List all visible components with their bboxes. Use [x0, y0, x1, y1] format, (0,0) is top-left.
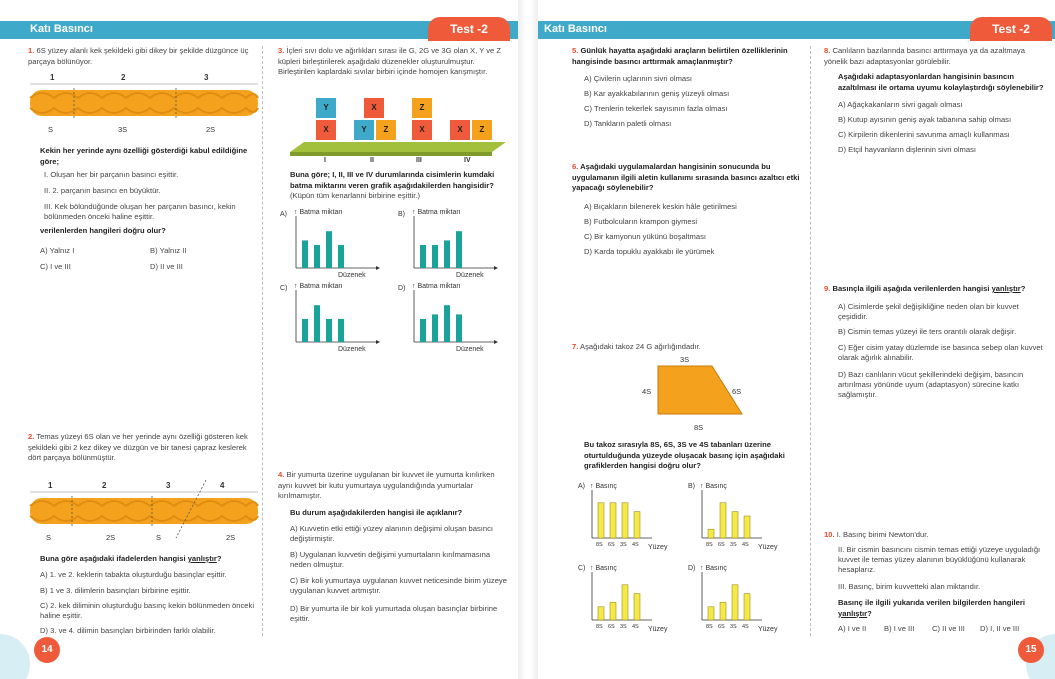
answer-option-d[interactable]: D) 3. ve 4. dilimin basınçları birbirinden farklı olabilir. — [40, 626, 216, 635]
graph-option-label: C) — [578, 565, 586, 572]
question-number: 3. — [278, 46, 285, 55]
graph-xlabel: Düzenek — [456, 346, 484, 353]
q7-graph-2 — [578, 565, 668, 633]
answer-option-d[interactable]: D) Tankların paletli olması — [584, 119, 672, 128]
graph-x-arrow — [376, 340, 380, 344]
area-label: S — [46, 533, 52, 542]
bar — [432, 245, 438, 268]
question-5-text: 5. Günlük hayatta aşağıdaki araçların belirtilen özelliklerinin hangisinde basıncı arttırmak amaçlanmıştır? — [572, 46, 788, 66]
area-label: S — [48, 125, 54, 134]
area-label: 2S — [106, 533, 116, 542]
q7-graph-options — [578, 478, 810, 638]
cube-y: Y — [354, 120, 374, 140]
answer-option-c[interactable]: C) Kirpilerin dikenlerini savunma amaçlı kullanması — [838, 130, 1010, 139]
graph-xlabel: Yüzey — [648, 626, 668, 633]
answer-option-a[interactable]: A) I ve II — [838, 624, 867, 633]
bar — [420, 319, 426, 342]
graph-xlabel: Yüzey — [648, 544, 668, 551]
answer-option-b[interactable]: B) Uygulanan kuvvetin değişimi yumurtaların kırılmamasına neden olmuştur. — [290, 550, 491, 569]
bar — [634, 512, 640, 538]
bar — [634, 594, 640, 620]
column-divider — [262, 46, 263, 636]
graph-ylabel: ↑ Batma miktarı — [294, 283, 343, 290]
bar — [444, 240, 450, 268]
answer-option-a[interactable]: A) Bıçakların bilenerek keskin hâle getirilmesi — [584, 202, 737, 211]
test-tab: Test -2 — [970, 17, 1052, 41]
question-number: 4. — [278, 470, 285, 479]
question-1-text: 1. 6S yüzey alanlı kek şekildeki gibi dikey bir şekilde düzgünce üç parçaya bölünüyor. — [28, 46, 249, 66]
question-3-prompt: Buna göre; I, II, III ve IV durumlarında cisimlerin kumdaki batma miktarını veren grafik aşağıdakilerden hangisidir? (Küpün tüm kenarlanni birbirine eşittir.) — [290, 170, 495, 201]
tick-label: 4S — [742, 542, 749, 548]
graph-ylabel: ↑ Batma miktarı — [412, 283, 461, 290]
tick-label: 4S — [632, 624, 639, 630]
question-number: 9. — [824, 284, 831, 293]
question-7-prompt: Bu takoz sırasıyla 8S, 6S, 3S ve 4S tabanları üzerine oturtulduğunda yüzeyde oluşacak basınç için aşağıdaki grafiklerden hangisi doğru olur? — [584, 440, 785, 471]
answer-option-b[interactable]: B) Kutup ayısının geniş ayak tabanına sahip olması — [838, 115, 1012, 124]
question-2-text: 2. Temas yüzeyi 6S olan ve her yerinde aynı özelliği gösteren kek şekildeki gibi 2 kez dikey ve düzgün ve bir tanesi çapraz keslerek dört parçaya bölünmüştür. — [28, 432, 248, 463]
graph-ylabel: ↑ Basınç — [700, 565, 727, 572]
bar — [302, 319, 308, 342]
column-divider — [810, 46, 811, 636]
question-10-prompt: Basınç ile ilgili yukarıda verilen bilgilerden hangileri yanlıştır? — [838, 598, 1025, 618]
bar — [302, 240, 308, 268]
q3-graph-options — [280, 206, 514, 356]
setup-label: II — [370, 157, 374, 162]
question-number: 7. — [572, 342, 579, 351]
question-9-text: 9. Basınçla ilgili aşağıda verilenlerden hangisi yanlıştır? — [824, 284, 1026, 293]
answer-option-c[interactable]: C) Bir kamyonun yükünü boşaltması — [584, 232, 706, 241]
bar — [338, 245, 344, 268]
statement: I. Oluşan her bir parçanın basıncı eşittir. — [44, 170, 179, 179]
question-1-ask: verilenlerden hangileri doğru olur? — [40, 226, 166, 235]
tick-label: 6S — [718, 624, 725, 630]
header-title: Katı Basıncı — [30, 23, 93, 35]
setup-labels — [290, 90, 506, 162]
graph-option-label: B) — [688, 483, 695, 490]
answer-option-c[interactable]: C) Trenlerin tekerlek sayısının fazla olması — [584, 104, 728, 113]
question-number: 1. — [28, 46, 35, 55]
question-4-prompt: Bu durum aşağıdakilerden hangisi ile açıklanır? — [290, 508, 463, 517]
graph-option-label: D) — [688, 565, 696, 572]
answer-option-d[interactable]: D) I, II ve III — [980, 624, 1020, 633]
q7-graph-3 — [688, 565, 778, 633]
graph-xlabel: Düzenek — [338, 346, 366, 353]
q3-graph-0 — [280, 209, 380, 279]
answer-option-d[interactable]: D) Bir yumurta ile bir koli yumurtada oluşan basınçlar birbirine eşittir. — [290, 604, 498, 623]
bar — [732, 512, 738, 538]
piece-label: 3 — [166, 481, 171, 490]
q3-graph-3 — [398, 283, 498, 353]
piece-label: 2 — [102, 481, 107, 490]
tick-label: 4S — [742, 624, 749, 630]
piece-label: 2 — [121, 73, 126, 82]
q3-graph-1 — [398, 209, 498, 279]
graph-option-label: A) — [280, 211, 287, 218]
bar — [432, 314, 438, 342]
tick-label: 8S — [596, 624, 603, 630]
cake-body — [30, 88, 258, 118]
area-label: S — [156, 533, 162, 542]
question-number: 6. — [572, 162, 579, 171]
q7-graph-1 — [688, 483, 778, 551]
bar — [444, 305, 450, 342]
tick-label: 8S — [596, 542, 603, 548]
graph-ylabel: ↑ Batma miktarı — [294, 209, 343, 216]
cube-y: Y — [316, 98, 336, 118]
bar — [744, 594, 750, 620]
bar — [598, 607, 604, 620]
question-number: 8. — [824, 46, 831, 55]
cake-figure-1 — [26, 68, 262, 138]
tick-label: 3S — [620, 624, 627, 630]
bar — [732, 585, 738, 620]
graph-option-label: D) — [398, 285, 406, 292]
block-label-bottom: 8S — [694, 423, 704, 432]
test-tab: Test -2 — [428, 17, 510, 41]
question-6-text: 6. Aşağıdaki uygulamalardan hangisinin sonucunda bu uygulamanın ilgili aletin kullanımı sırasında basıncı azaltıcı etki yapacağı söylenebilir? — [572, 162, 800, 193]
statement: III. Kek bölündüğünde oluşan her parçanın basıncı, kekin bölünmeden önceki haline eşittir. — [44, 202, 236, 221]
graph-ylabel: ↑ Basınç — [700, 483, 727, 490]
graph-xlabel: Yüzey — [758, 626, 778, 633]
tick-label: 8S — [706, 542, 713, 548]
cube-x: X — [364, 98, 384, 118]
answer-option-b[interactable]: B) Kar ayakkabılarının geniş yüzeyli olması — [584, 89, 730, 98]
cube-z: Z — [412, 98, 432, 118]
piece-label: 1 — [50, 73, 55, 82]
statement: II. 2. parçanın basıncı en büyüktür. — [44, 186, 161, 195]
bar — [598, 503, 604, 538]
tick-label: 3S — [620, 542, 627, 548]
graph-x-arrow — [376, 266, 380, 270]
answer-option-d[interactable]: D) Bazı canlıların vücut şekillerindeki değişim, basıncın artırılması yönünde uyum (adaptasyon) sürecine katkı sağlamıştır. — [838, 370, 1024, 399]
wooden-block-figure — [638, 350, 758, 434]
q7-graph-0 — [578, 483, 668, 551]
question-7-text: 7. Aşağıdaki takoz 24 G ağırlığındadır. — [572, 342, 701, 351]
question-10-text: 10. I. Basınç birimi Newton'dur. — [824, 530, 929, 539]
bar — [720, 602, 726, 620]
bar — [610, 503, 616, 538]
area-label: 2S — [206, 125, 216, 134]
tick-label: 4S — [632, 542, 639, 548]
answer-option-c[interactable]: C) II ve III — [932, 624, 965, 633]
bar — [744, 516, 750, 538]
graph-xlabel: Düzenek — [338, 272, 366, 279]
answer-option-c[interactable]: C) Eğer cisim yatay düzlemde ise basınca sebep olan kuvvet olarak ağırlık alınabilir. — [838, 343, 1043, 362]
tick-label: 8S — [706, 624, 713, 630]
cube-x: X — [412, 120, 432, 140]
area-label: 2S — [226, 533, 236, 542]
setup-label: IV — [464, 157, 471, 162]
block-label-left: 4S — [642, 387, 652, 396]
graph-ylabel: ↑ Basınç — [590, 483, 617, 490]
book-gutter — [518, 0, 538, 679]
graph-x-arrow — [494, 340, 498, 344]
question-number: 5. — [572, 46, 579, 55]
bar — [456, 314, 462, 342]
bar — [610, 602, 616, 620]
bar — [314, 305, 320, 342]
question-8-prompt: Aşağıdaki adaptasyonlardan hangisinin basıncın azaltılması ile ortama uyumu kolaylaştırdığı söylenebilir? — [838, 72, 1044, 92]
bar — [326, 231, 332, 268]
cube-z: Z — [472, 120, 492, 140]
bar — [708, 529, 714, 538]
answer-option-c[interactable]: C) 2. kek diliminin oluşturduğu basınç kekin bölünmeden önceki haline eşittir. — [40, 601, 255, 620]
left-page — [0, 0, 518, 679]
setup-label: III — [416, 157, 422, 162]
setup-label: I — [324, 157, 326, 162]
answer-option-d[interactable]: D) Etçil hayvanların dişlerinin sivri olması — [838, 145, 976, 154]
cube-z: Z — [376, 120, 396, 140]
answer-option-d[interactable]: D) Karda topuklu ayakkabı ile yürümek — [584, 247, 715, 256]
cube-x: X — [316, 120, 336, 140]
answer-option-b[interactable]: B) Futbolcuların krampon giymesi — [584, 217, 698, 226]
answer-option-c[interactable]: C) I ve III — [40, 262, 71, 271]
answer-option-b[interactable]: B) I ve III — [884, 624, 915, 633]
answer-option-b[interactable]: B) Yalnız II — [150, 246, 187, 255]
piece-label: 4 — [220, 481, 225, 490]
answer-option-a[interactable]: A) 1. ve 2. keklerin tabakta oluşturduğu basınçlar eşittir. — [40, 570, 227, 579]
graph-x-arrow — [494, 266, 498, 270]
cube-setups-figure — [290, 90, 506, 162]
corner-decoration — [0, 634, 30, 679]
bar — [708, 607, 714, 620]
question-4-text: 4. Bir yumurta üzerine uygulanan bir kuvvet ile yumurta kırılırken aynı kuvvet bir kutu yumurtaya uygulandığında yumurtalar kırılmamıştır. — [278, 470, 495, 501]
answer-option-a[interactable]: A) Çivilerin uçlarının sivri olması — [584, 74, 693, 83]
bar — [720, 503, 726, 538]
tick-label: 3S — [730, 624, 737, 630]
question-8-text: 8. Canlıların bazılarında basıncı arttırmaya ya da azaltmaya yönelik bazı adaptasyonlar görülebilir. — [824, 46, 1025, 66]
statement: II. Bir cismin basıncını cismin temas ettiği yüzeye uyguladığı kuvvet ile temas yüzey alanının büyüklüğünü kullanarak hesaplarız. — [838, 545, 1041, 574]
block-label-top: 3S — [680, 355, 690, 364]
answer-option-a[interactable]: A) Ağaçkakanların sivri gagalı olması — [838, 100, 963, 109]
block-label-right: 6S — [732, 387, 742, 396]
question-1-prompt: Kekin her yerinde aynı özelliği gösterdiği kabul edildiğine göre; — [40, 146, 248, 166]
bar — [622, 503, 628, 538]
statement: III. Basınç, birim kuvvetteki alan miktarıdır. — [838, 582, 981, 591]
bar — [622, 585, 628, 620]
block-shape — [658, 366, 742, 414]
area-label: 3S — [118, 125, 128, 134]
answer-option-d[interactable]: D) II ve III — [150, 262, 183, 271]
question-2-prompt: Buna göre aşağıdaki ifadelerden hangisi yanlıştır? — [40, 554, 222, 563]
graph-ylabel: ↑ Basınç — [590, 565, 617, 572]
answer-option-b[interactable]: B) 1 ve 3. dilimlerin basınçları birbirine eşittir. — [40, 586, 191, 595]
answer-option-a[interactable]: A) Cisimlerde şekil değişikliğine neden olan bir kuvvet çeşididir. — [838, 302, 1019, 321]
header-title: Katı Basıncı — [544, 23, 607, 35]
graph-ylabel: ↑ Batma miktarı — [412, 209, 461, 216]
cube-x: X — [450, 120, 470, 140]
bar — [314, 245, 320, 268]
question-number: 10. — [824, 530, 835, 539]
cake-figure-2 — [26, 476, 262, 546]
q3-graph-2 — [280, 283, 380, 353]
right-page — [538, 0, 1055, 679]
graph-option-label: B) — [398, 211, 405, 218]
graph-xlabel: Düzenek — [456, 272, 484, 279]
question-3-text: 3. İçleri sıvı dolu ve ağırlıkları sırası ile G, 2G ve 3G olan X, Y ve Z küpleri birleştirilerek aşağıdaki düzenekler oluşturulmuştur. Birleştirilen kaplardaki sıvılar birbiri içinde homojen karışmıştır. — [278, 46, 502, 77]
page-number: 15 — [1018, 637, 1044, 663]
tick-label: 6S — [608, 624, 615, 630]
graph-option-label: A) — [578, 483, 585, 490]
tick-label: 6S — [608, 542, 615, 548]
answer-option-b[interactable]: B) Cismin temas yüzeyi ile ters orantılı olarak değişir. — [838, 327, 1017, 336]
piece-label: 3 — [204, 73, 209, 82]
piece-label: 1 — [48, 481, 53, 490]
tick-label: 3S — [730, 542, 737, 548]
answer-option-a[interactable]: A) Yalnız I — [40, 246, 75, 255]
bar — [420, 245, 426, 268]
bar — [338, 319, 344, 342]
bar — [456, 231, 462, 268]
answer-option-a[interactable]: A) Kuvvetin etki ettiği yüzey alanının değişimi oluşan basıncı değiştirmiştir. — [290, 524, 494, 543]
bar — [326, 319, 332, 342]
tick-label: 6S — [718, 542, 725, 548]
question-number: 2. — [28, 432, 35, 441]
graph-option-label: C) — [280, 285, 288, 292]
answer-option-c[interactable]: C) Bir koli yumurtaya uygulanan kuvvet neticesinde birim yüzeye uygulanan kuvvet artmıştır. — [290, 576, 507, 595]
page-number: 14 — [34, 637, 60, 663]
graph-xlabel: Yüzey — [758, 544, 778, 551]
